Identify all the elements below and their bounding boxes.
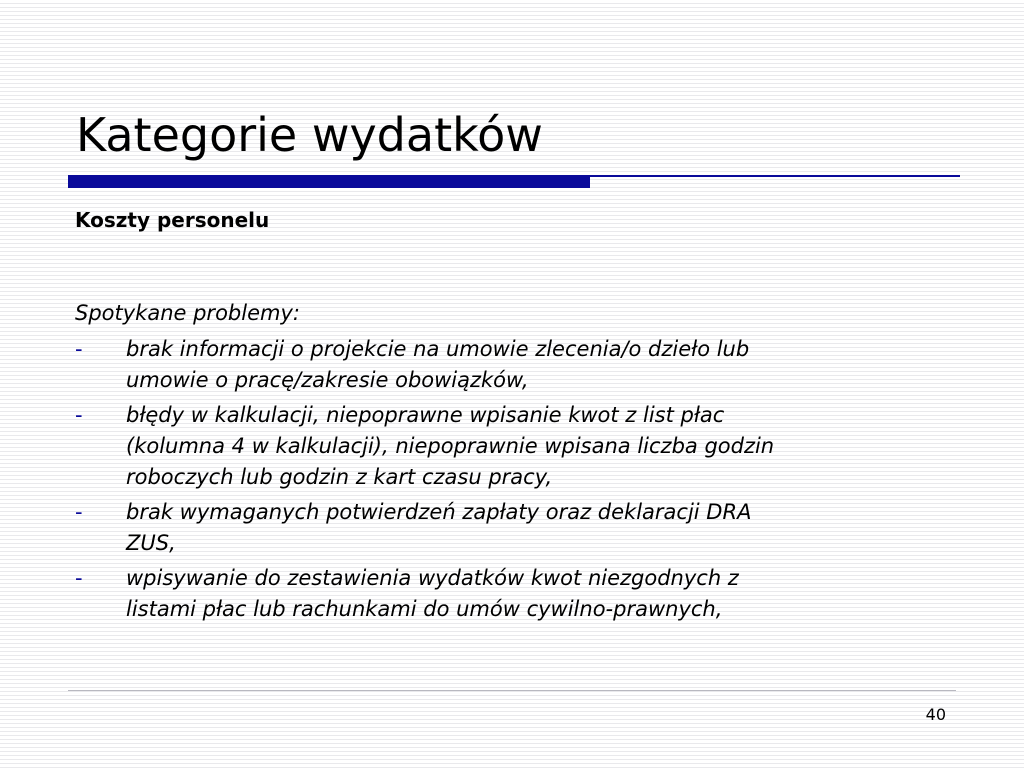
section-heading: Koszty personelu xyxy=(75,208,270,232)
bullet-text: brak informacji o projekcie na umowie zlecenia/o dzieło lub umowie o pracę/zakresie obowiązków, xyxy=(126,337,750,392)
bullet-list xyxy=(75,334,955,629)
bullet-text: brak wymaganych potwierdzeń zapłaty oraz deklaracji DRA ZUS, xyxy=(126,500,752,555)
bullet-marker: - xyxy=(75,566,83,590)
slide-title: Kategorie wydatków xyxy=(76,108,543,162)
bullet-marker: - xyxy=(75,337,83,361)
bullet-marker: - xyxy=(75,403,83,427)
bullet-item xyxy=(75,563,955,625)
title-underline-thick xyxy=(68,175,590,188)
title-underline-thin xyxy=(590,175,960,177)
bullet-text: błędy w kalkulacji, niepoprawne wpisanie kwot z list płac (kolumna 4 w kalkulacji), niepoprawnie wpisana liczba godzin roboczych lub godzin z kart czasu pracy, xyxy=(126,403,775,489)
bullet-marker: - xyxy=(75,500,83,524)
bullet-text: wpisywanie do zestawienia wydatków kwot niezgodnych z listami płac lub rachunkami do umów cywilno-prawnych, xyxy=(126,566,739,621)
page-number: 40 xyxy=(925,705,946,724)
bullet-item xyxy=(75,400,955,493)
bullet-item xyxy=(75,334,955,396)
bullet-item xyxy=(75,497,955,559)
footer-divider xyxy=(68,690,956,691)
intro-text: Spotykane problemy: xyxy=(75,301,300,325)
